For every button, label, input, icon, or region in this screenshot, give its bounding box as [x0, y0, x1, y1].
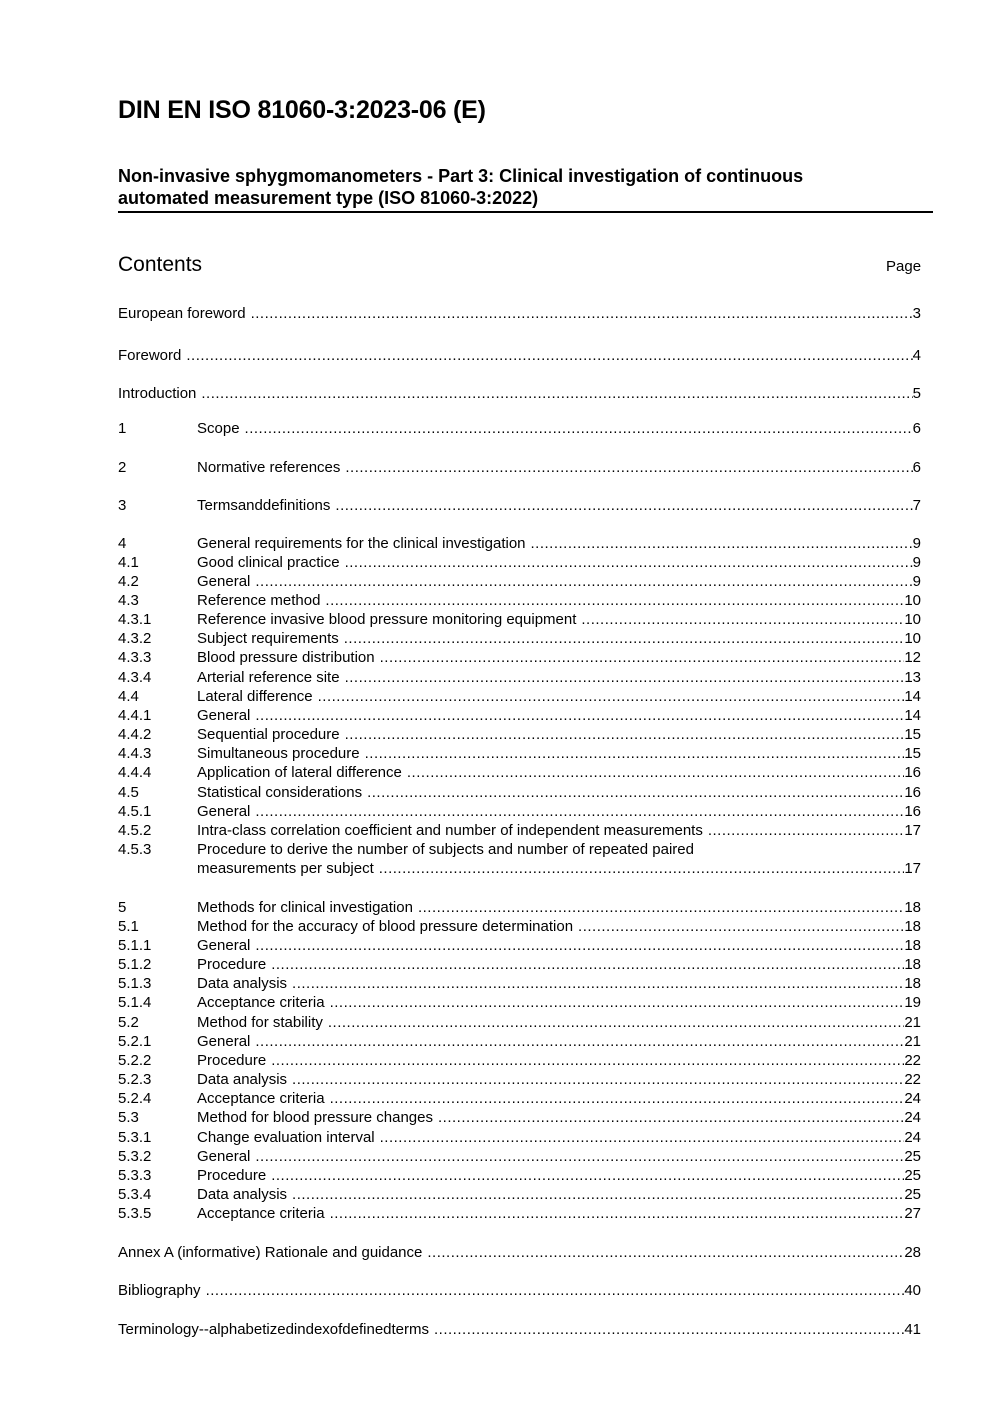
- toc-entry[interactable]: [118, 687, 921, 706]
- toc-page-number[interactable]: 40: [904, 1282, 921, 1299]
- toc-dot-leader: [255, 1147, 904, 1166]
- toc-entry[interactable]: [118, 384, 921, 403]
- toc-entry-title[interactable]: Subject requirements: [197, 630, 339, 647]
- toc-entry-number: 5.1.3: [118, 975, 152, 992]
- toc-dot-leader: [328, 1013, 904, 1032]
- toc-page-number[interactable]: 15: [904, 726, 921, 743]
- toc-entry[interactable]: [118, 706, 921, 725]
- toc-entry-number: 4.4.3: [118, 745, 152, 762]
- toc-dot-leader: [578, 917, 904, 936]
- toc-entry[interactable]: [118, 936, 921, 955]
- toc-entry[interactable]: [118, 304, 921, 323]
- toc-page-number[interactable]: 21: [904, 1033, 921, 1050]
- toc-page-number[interactable]: 27: [904, 1205, 921, 1222]
- toc-entry-number: 3: [118, 497, 127, 514]
- toc-dot-leader: [367, 783, 904, 802]
- toc-entry[interactable]: [118, 725, 921, 744]
- toc-entry-number: 4.2: [118, 573, 139, 590]
- toc-entry-title[interactable]: Method for blood pressure changes: [197, 1109, 433, 1126]
- toc-page-number[interactable]: 9: [912, 573, 921, 590]
- toc-entry-title[interactable]: Procedure: [197, 1167, 267, 1184]
- toc-dot-leader: [255, 706, 904, 725]
- toc-dot-leader: [292, 974, 904, 993]
- toc-page-number[interactable]: 19: [904, 994, 921, 1011]
- toc-page-number[interactable]: 10: [904, 592, 921, 609]
- toc-dot-leader: [581, 610, 904, 629]
- toc-entry[interactable]: [118, 1185, 921, 1204]
- toc-dot-leader: [271, 955, 904, 974]
- document-subtitle: [118, 165, 933, 213]
- toc-dot-leader: [292, 1070, 904, 1089]
- toc-entry-number: 4.3.2: [118, 630, 152, 647]
- toc-entry-title[interactable]: Annex A (informative) Rationale and guidance: [118, 1244, 423, 1261]
- toc-entry-number: 5.2.3: [118, 1071, 152, 1088]
- toc-dot-leader: [427, 1243, 904, 1262]
- toc-page-number[interactable]: 18: [904, 956, 921, 973]
- toc-entry-number: 4.4.1: [118, 707, 152, 724]
- toc-dot-leader: [255, 572, 912, 591]
- toc-page-number[interactable]: 3: [912, 305, 921, 322]
- toc-entry-number: 5.3.5: [118, 1205, 152, 1222]
- toc-entry-title[interactable]: Normative references: [197, 459, 341, 476]
- toc-page-number[interactable]: 9: [912, 535, 921, 552]
- toc-dot-leader: [206, 1281, 905, 1300]
- toc-page-number[interactable]: 5: [912, 385, 921, 402]
- toc-entry-number: 4: [118, 535, 127, 552]
- toc-entry-title[interactable]: General: [197, 1148, 251, 1165]
- toc-dot-leader: [407, 763, 904, 782]
- toc-page-number[interactable]: 24: [904, 1129, 921, 1146]
- toc-entry-number: 4.4: [118, 688, 139, 705]
- toc-page-number[interactable]: 41: [904, 1321, 921, 1338]
- toc-page-number[interactable]: 25: [904, 1148, 921, 1165]
- toc-entry[interactable]: [118, 993, 921, 1012]
- toc-entry[interactable]: [118, 1243, 921, 1262]
- toc-dot-leader: [345, 553, 913, 572]
- subtitle-line-1: Non-invasive sphygmomanometers - Part 3: Clinical investigation of continuous: [118, 166, 804, 186]
- page-column-label: Page: [886, 258, 922, 275]
- toc-entry-number: 4.5.1: [118, 803, 152, 820]
- toc-entry[interactable]: [118, 783, 921, 802]
- toc-entry-number: 5.3.2: [118, 1148, 152, 1165]
- toc-dot-leader: [255, 802, 904, 821]
- toc-entry-number: 5.1: [118, 918, 139, 935]
- toc-entry-title[interactable]: Arterial reference site: [197, 669, 340, 686]
- toc-page-number[interactable]: 10: [904, 611, 921, 628]
- toc-entry[interactable]: [118, 1281, 921, 1300]
- toc-page-number[interactable]: 22: [904, 1071, 921, 1088]
- toc-entry-title[interactable]: Acceptance criteria: [197, 1205, 325, 1222]
- toc-entry[interactable]: [118, 917, 921, 936]
- toc-page-number[interactable]: 14: [904, 707, 921, 724]
- toc-entry[interactable]: [118, 802, 921, 821]
- toc-entry[interactable]: [118, 553, 921, 572]
- toc-entry-number: 2: [118, 459, 127, 476]
- toc-entry-number: 4.4.4: [118, 764, 152, 781]
- toc-page-number[interactable]: 18: [904, 899, 921, 916]
- toc-entry[interactable]: [118, 496, 921, 515]
- toc-entry-title[interactable]: Introduction: [118, 385, 197, 402]
- toc-page-number[interactable]: 4: [912, 347, 921, 364]
- toc-page-number[interactable]: 18: [904, 937, 921, 954]
- toc-page-number[interactable]: 7: [912, 497, 921, 514]
- toc-entry-title[interactable]: General: [197, 573, 251, 590]
- toc-entry[interactable]: [118, 572, 921, 591]
- toc-entry[interactable]: [118, 1013, 921, 1032]
- toc-entry[interactable]: [118, 1051, 921, 1070]
- toc-page-number[interactable]: 21: [904, 1014, 921, 1031]
- toc-entry-title[interactable]: Procedure: [197, 956, 267, 973]
- toc-entry-title[interactable]: Acceptance criteria: [197, 994, 325, 1011]
- toc-dot-leader: [330, 1204, 905, 1223]
- toc-entry-title[interactable]: Statistical considerations: [197, 784, 363, 801]
- toc-entry-title[interactable]: Bibliography: [118, 1282, 201, 1299]
- toc-page-number[interactable]: 10: [904, 630, 921, 647]
- toc-entry[interactable]: [118, 1147, 921, 1166]
- toc-entry-title[interactable]: Scope: [197, 420, 240, 437]
- toc-entry-number: 4.4.2: [118, 726, 152, 743]
- toc-dot-leader: [325, 591, 904, 610]
- toc-page-number[interactable]: 16: [904, 803, 921, 820]
- toc-dot-leader: [380, 1128, 905, 1147]
- toc-dot-leader: [345, 725, 905, 744]
- toc-dot-leader: [245, 419, 913, 438]
- toc-entry[interactable]: [118, 610, 921, 629]
- toc-entry-title[interactable]: Data analysis: [197, 1071, 288, 1088]
- toc-entry-number: 5.3.1: [118, 1129, 152, 1146]
- toc-entry[interactable]: [118, 419, 921, 438]
- toc-entry[interactable]: [118, 534, 921, 553]
- toc-entry-title-line1[interactable]: Procedure to derive the number of subjects and number of repeated paired: [197, 841, 694, 858]
- toc-entry-title[interactable]: Terminology--alphabetizedindexofdefinedterms: [118, 1321, 430, 1338]
- toc-dot-leader: [330, 1089, 905, 1108]
- toc-entry-number: 5.2.1: [118, 1033, 152, 1050]
- toc-dot-leader: [345, 668, 905, 687]
- toc-entry-number: 5.1.2: [118, 956, 152, 973]
- toc-entry-title[interactable]: General requirements for the clinical investigation: [197, 535, 526, 552]
- toc-page-number[interactable]: 17: [904, 822, 921, 839]
- toc-entry-number: 5.3.4: [118, 1186, 152, 1203]
- toc-entry-title[interactable]: General: [197, 803, 251, 820]
- toc-entry-number: 4.5: [118, 784, 139, 801]
- toc-entry[interactable]: [118, 1204, 921, 1223]
- toc-entry[interactable]: [118, 859, 921, 878]
- toc-dot-leader: [318, 687, 905, 706]
- toc-entry[interactable]: [118, 458, 921, 477]
- toc-entry[interactable]: [118, 346, 921, 365]
- toc-entry[interactable]: [118, 591, 921, 610]
- toc-dot-leader: [251, 304, 913, 323]
- toc-dot-leader: [345, 458, 912, 477]
- toc-entry-number: 4.3.4: [118, 669, 152, 686]
- toc-dot-leader: [434, 1320, 904, 1339]
- toc-entry-title[interactable]: measurements per subject: [197, 860, 374, 877]
- toc-dot-leader: [418, 898, 904, 917]
- toc-entry[interactable]: [118, 1128, 921, 1147]
- toc-page-number[interactable]: 25: [904, 1186, 921, 1203]
- toc-dot-leader: [531, 534, 913, 553]
- toc-entry-number: 4.3.3: [118, 649, 152, 666]
- toc-entry[interactable]: [118, 1320, 921, 1339]
- toc-entry-title[interactable]: Change evaluation interval: [197, 1129, 375, 1146]
- toc-entry-title[interactable]: Termsanddefinitions: [197, 497, 331, 514]
- toc-entry-title[interactable]: Application of lateral difference: [197, 764, 402, 781]
- toc-dot-leader: [335, 496, 912, 515]
- toc-entry-title[interactable]: Reference invasive blood pressure monitoring equipment: [197, 611, 577, 628]
- toc-entry[interactable]: [118, 1070, 921, 1089]
- toc-dot-leader: [380, 648, 905, 667]
- toc-entry-title[interactable]: Procedure: [197, 1052, 267, 1069]
- toc-page-number[interactable]: 12: [904, 649, 921, 666]
- toc-entry-number: 1: [118, 420, 127, 437]
- toc-entry[interactable]: [118, 1032, 921, 1051]
- toc-entry-number: 4.1: [118, 554, 139, 571]
- toc-entry-title[interactable]: Simultaneous procedure: [197, 745, 360, 762]
- toc-entry[interactable]: [118, 955, 921, 974]
- toc-entry-number: 5.1.1: [118, 937, 152, 954]
- toc-entry-number: 5.3: [118, 1109, 139, 1126]
- toc-dot-leader: [255, 1032, 904, 1051]
- toc-entry-title[interactable]: Data analysis: [197, 975, 288, 992]
- contents-heading: Contents: [118, 253, 203, 276]
- toc-dot-leader: [379, 859, 905, 878]
- toc-entry-number: 4.3: [118, 592, 139, 609]
- toc-entry[interactable]: [118, 821, 921, 840]
- toc-page-number[interactable]: 28: [904, 1244, 921, 1261]
- toc-entry-number: 4.3.1: [118, 611, 152, 628]
- toc-entry-title[interactable]: Intra-class correlation coefficient and number of independent measurements: [197, 822, 703, 839]
- toc-entry-title[interactable]: Blood pressure distribution: [197, 649, 375, 666]
- toc-page-number[interactable]: 24: [904, 1090, 921, 1107]
- toc-page-number[interactable]: 15: [904, 745, 921, 762]
- toc-entry-number: 5.2.2: [118, 1052, 152, 1069]
- toc-page-number[interactable]: 9: [912, 554, 921, 571]
- toc-page-number[interactable]: 6: [912, 420, 921, 437]
- toc-entry[interactable]: [118, 744, 921, 763]
- toc-page-number[interactable]: 14: [904, 688, 921, 705]
- toc-entry[interactable]: [118, 668, 921, 687]
- toc-page-number[interactable]: 25: [904, 1167, 921, 1184]
- toc-entry[interactable]: [118, 763, 921, 782]
- toc-entry[interactable]: [118, 1089, 921, 1108]
- toc-page-number[interactable]: 6: [912, 459, 921, 476]
- toc-entry-title[interactable]: Data analysis: [197, 1186, 288, 1203]
- toc-entry-number: 4.5.2: [118, 822, 152, 839]
- document-title: DIN EN ISO 81060-3:2023-06 (E): [118, 96, 486, 124]
- toc-entry-number: 5.1.4: [118, 994, 152, 1011]
- toc-dot-leader: [708, 821, 904, 840]
- toc-dot-leader: [292, 1185, 904, 1204]
- toc-page-number[interactable]: 18: [904, 975, 921, 992]
- toc-entry-title[interactable]: Methods for clinical investigation: [197, 899, 413, 916]
- toc-dot-leader: [271, 1051, 904, 1070]
- toc-dot-leader: [330, 993, 905, 1012]
- toc-entry[interactable]: [118, 629, 921, 648]
- toc-page-number[interactable]: 13: [904, 669, 921, 686]
- toc-entry[interactable]: [118, 1166, 921, 1185]
- toc-page-number[interactable]: 22: [904, 1052, 921, 1069]
- toc-entry-title[interactable]: General: [197, 937, 251, 954]
- toc-entry-title[interactable]: European foreword: [118, 305, 246, 322]
- toc-entry-title[interactable]: Method for stability: [197, 1014, 323, 1031]
- toc-dot-leader: [365, 744, 905, 763]
- toc-entry-title[interactable]: Lateral difference: [197, 688, 313, 705]
- toc-entry[interactable]: [118, 898, 921, 917]
- toc-dot-leader: [186, 346, 912, 365]
- toc-page-number[interactable]: 18: [904, 918, 921, 935]
- toc-entry[interactable]: [118, 1108, 921, 1127]
- toc-dot-leader: [255, 936, 904, 955]
- toc-entry-title[interactable]: General: [197, 707, 251, 724]
- toc-entry-title[interactable]: Reference method: [197, 592, 321, 609]
- toc-entry-number: 5: [118, 899, 127, 916]
- toc-entry-title[interactable]: Good clinical practice: [197, 554, 340, 571]
- toc-dot-leader: [271, 1166, 904, 1185]
- toc-entry-title[interactable]: Method for the accuracy of blood pressure determination: [197, 918, 574, 935]
- toc-entry-number: 5.3.3: [118, 1167, 152, 1184]
- toc-dot-leader: [344, 629, 905, 648]
- toc-entry-number: 5.2: [118, 1014, 139, 1031]
- toc-page-number[interactable]: 17: [904, 860, 921, 877]
- toc-entry-title[interactable]: Sequential procedure: [197, 726, 340, 743]
- toc-page-number[interactable]: 16: [904, 784, 921, 801]
- toc-entry-title[interactable]: General: [197, 1033, 251, 1050]
- subtitle-line-2: automated measurement type (ISO 81060-3:2022): [118, 188, 539, 208]
- toc-dot-leader: [438, 1108, 904, 1127]
- toc-entry-title[interactable]: Foreword: [118, 347, 182, 364]
- toc-page-number[interactable]: 16: [904, 764, 921, 781]
- toc-entry[interactable]: [118, 974, 921, 993]
- toc-page-number[interactable]: 24: [904, 1109, 921, 1126]
- toc-entry-number: 4.5.3: [118, 841, 152, 858]
- toc-entry-title[interactable]: Acceptance criteria: [197, 1090, 325, 1107]
- toc-entry[interactable]: [118, 648, 921, 667]
- toc-dot-leader: [201, 384, 912, 403]
- toc-entry-number: 5.2.4: [118, 1090, 152, 1107]
